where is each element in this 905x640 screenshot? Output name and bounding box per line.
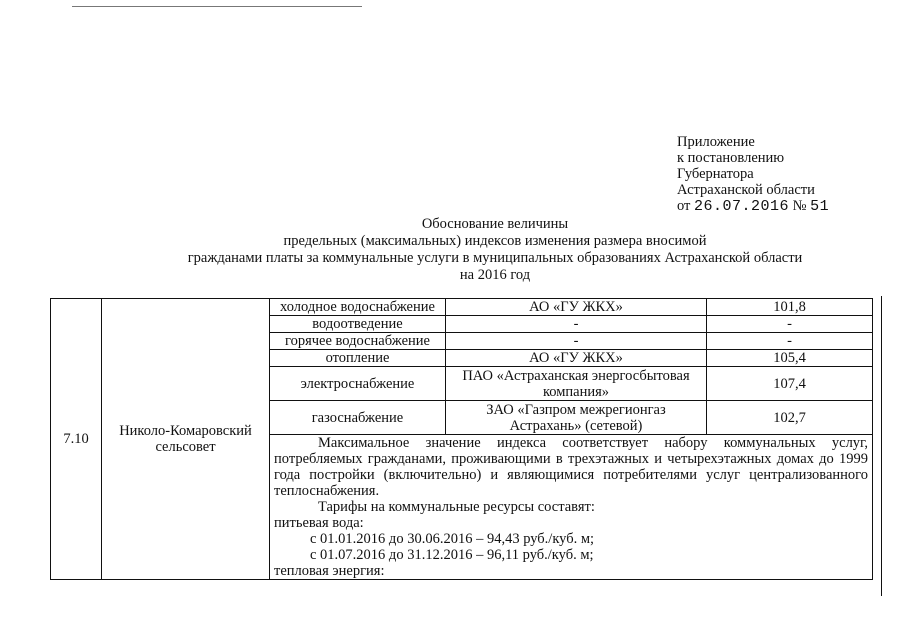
water-period: с 01.01.2016 до 30.06.2016 – 94,43 руб./куб. м; [310, 531, 595, 547]
top-edge-line [72, 6, 362, 7]
service-name: отопление [270, 350, 446, 367]
title-line: Обоснование величины [421, 216, 569, 232]
water-label: питьевая вода: [274, 515, 364, 531]
appendix-line: Астраханской области [677, 182, 815, 198]
date-prefix: от [677, 198, 691, 214]
provider-name: АО «ГУ ЖКХ» [446, 350, 707, 367]
service-name: холодное водоснабжение [270, 299, 446, 316]
provider-name: - [446, 316, 707, 333]
service-name: водоотведение [270, 316, 446, 333]
appendix-line: к постановлению [677, 150, 785, 166]
title-line: на 2016 год [459, 267, 531, 283]
appendix-line: Приложение [677, 134, 755, 150]
row-number: 7.10 [51, 299, 102, 580]
number-sign: № [792, 198, 807, 214]
title-line: гражданами платы за коммунальные услуги в муниципальных образованиях Астраханской области [187, 250, 803, 266]
appendix-header [677, 134, 829, 215]
index-value: 102,7 [707, 401, 873, 435]
table-row [51, 299, 873, 316]
appendix-date-line [677, 198, 829, 215]
index-value: - [707, 333, 873, 350]
index-value: 101,8 [707, 299, 873, 316]
index-value: 105,4 [707, 350, 873, 367]
note-cell [270, 435, 873, 580]
water-period: с 01.07.2016 до 31.12.2016 – 96,11 руб./куб. м; [310, 547, 594, 563]
decree-number: 51 [810, 198, 830, 215]
right-edge-line [881, 296, 882, 596]
index-table [50, 298, 873, 580]
note-paragraph: Максимальное значение индекса соответствует набору коммунальных услуг, потребляемых гражданами, проживающими в трехэтажных и четырехэтажных домах до 1999 года постройки (включительно) и являющимися потребителями услуг централизованного теплоснабжения. [274, 435, 868, 499]
provider-name: ПАО «Астраханская энергосбытовая компания» [446, 367, 707, 401]
index-value: 107,4 [707, 367, 873, 401]
service-name: газоснабжение [270, 401, 446, 435]
municipality-name: Николо-Комаровский сельсовет [102, 299, 270, 580]
provider-name: ЗАО «Газпром межрегионгаз Астрахань» (сетевой) [446, 401, 707, 435]
heat-label: тепловая энергия: [274, 563, 385, 579]
document-title [150, 216, 840, 284]
index-value: - [707, 316, 873, 333]
provider-name: - [446, 333, 707, 350]
title-line: предельных (максимальных) индексов изменения размера вносимой [283, 233, 707, 249]
provider-name: АО «ГУ ЖКХ» [446, 299, 707, 316]
tariffs-intro: Тарифы на коммунальные ресурсы составят: [318, 499, 595, 515]
service-name: горячее водоснабжение [270, 333, 446, 350]
decree-date: 26.07.2016 [694, 198, 790, 215]
appendix-line: Губернатора [677, 166, 754, 182]
service-name: электроснабжение [270, 367, 446, 401]
